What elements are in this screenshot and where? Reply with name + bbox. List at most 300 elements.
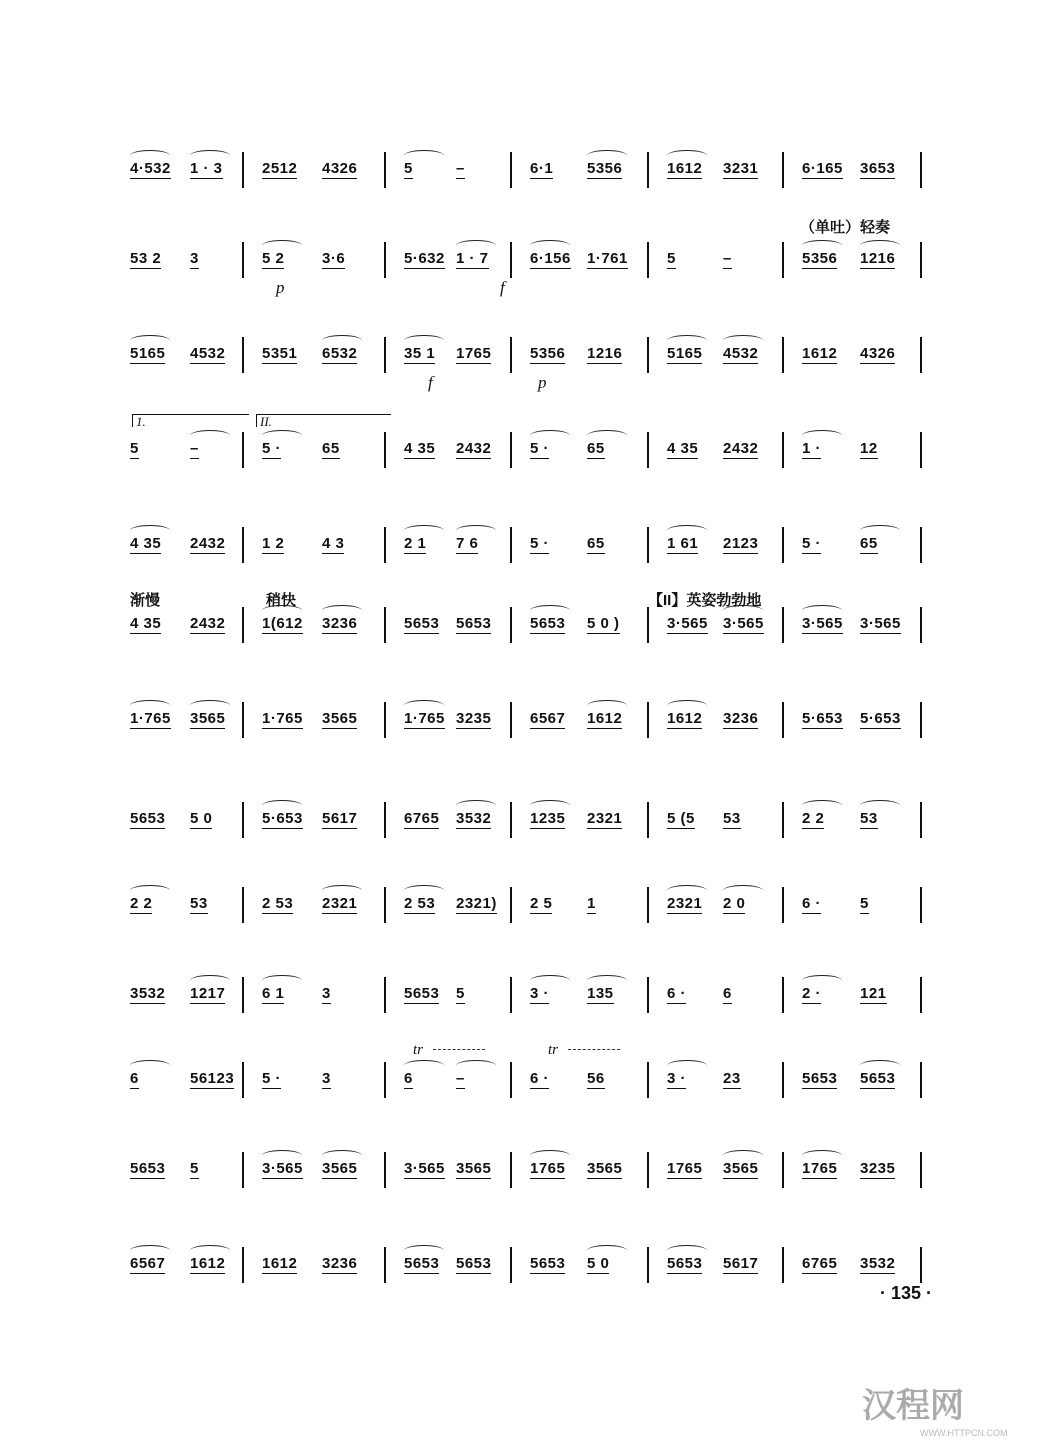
note-group: 5 xyxy=(130,440,139,457)
note-group: 3·565 xyxy=(802,615,843,632)
note-group: 3235 xyxy=(860,1160,896,1177)
note-group: 6532 xyxy=(322,345,358,362)
note-group: 5356 xyxy=(530,345,566,362)
note-group: 2 53 xyxy=(404,895,436,912)
bar-line xyxy=(782,527,784,563)
slur-mark xyxy=(190,700,230,711)
note-group: 4326 xyxy=(322,160,358,177)
bar-line xyxy=(242,1247,244,1283)
note-group: 5653 xyxy=(130,810,166,827)
note-group: 3565 xyxy=(456,1160,492,1177)
slur-mark xyxy=(667,335,707,346)
slur-mark xyxy=(456,240,496,251)
bar-line xyxy=(782,1247,784,1283)
staff-row xyxy=(128,1140,928,1240)
note-group: 5351 xyxy=(262,345,298,362)
note-group: 1612 xyxy=(802,345,838,362)
slur-mark xyxy=(530,975,570,986)
slur-mark xyxy=(404,1060,444,1071)
note-group: 1 xyxy=(587,895,596,912)
note-group: 5356 xyxy=(587,160,623,177)
slur-mark xyxy=(130,1060,170,1071)
staff-row xyxy=(128,325,928,425)
dynamic-mark: p xyxy=(538,373,547,392)
note-group: 3·565 xyxy=(667,615,708,632)
slur-mark xyxy=(667,700,707,711)
watermark-url: WWW.HTTPCN.COM xyxy=(920,1428,1008,1438)
bar-line xyxy=(647,152,649,188)
slur-mark xyxy=(667,1245,707,1256)
note-group: 2 53 xyxy=(262,895,294,912)
note-group: 4·532 xyxy=(130,160,171,177)
note-group: 4 35 xyxy=(667,440,699,457)
note-group: 5653 xyxy=(404,615,440,632)
bar-line xyxy=(242,432,244,468)
slur-mark xyxy=(802,605,842,616)
note-group: 5·653 xyxy=(860,710,901,727)
note-group: 1·761 xyxy=(587,250,628,267)
watermark-logo: 汉程网 xyxy=(862,1387,964,1425)
note-group: 5 (5 xyxy=(667,810,695,827)
bar-line xyxy=(384,887,386,923)
note-group: 1 2 xyxy=(262,535,285,552)
slur-mark xyxy=(262,430,302,441)
slur-mark xyxy=(667,525,707,536)
note-group: 5617 xyxy=(723,1255,759,1272)
note-group: 5 · xyxy=(262,1070,282,1087)
slur-mark xyxy=(130,150,170,161)
slur-mark xyxy=(322,885,362,896)
bar-line xyxy=(242,887,244,923)
note-group: 2321 xyxy=(667,895,703,912)
note-group: 3·565 xyxy=(860,615,901,632)
bar-line xyxy=(920,702,922,738)
staff-row xyxy=(128,1042,928,1150)
note-group: 3565 xyxy=(322,710,358,727)
bar-line xyxy=(647,702,649,738)
staff-row xyxy=(128,219,928,330)
slur-mark xyxy=(530,240,570,251)
note-group: 5653 xyxy=(404,1255,440,1272)
bar-line xyxy=(384,1247,386,1283)
note-group: 1235 xyxy=(530,810,566,827)
bar-line xyxy=(920,152,922,188)
staff-row xyxy=(128,1235,928,1335)
note-group: 2 2 xyxy=(130,895,153,912)
bar-line xyxy=(920,887,922,923)
trill-mark: tr xyxy=(413,1042,424,1058)
bar-line xyxy=(242,527,244,563)
bar-line xyxy=(920,337,922,373)
slur-mark xyxy=(723,885,763,896)
slur-mark xyxy=(322,605,362,616)
note-group: 2512 xyxy=(262,160,298,177)
bar-line xyxy=(384,527,386,563)
bar-line xyxy=(242,702,244,738)
note-group: 5·653 xyxy=(262,810,303,827)
slur-mark xyxy=(262,1150,302,1161)
note-group: 6 xyxy=(404,1070,413,1087)
note-group: – xyxy=(190,440,199,457)
note-group: 3653 xyxy=(860,160,896,177)
note-group: 5 xyxy=(667,250,676,267)
staff-row xyxy=(128,414,928,520)
note-group: 2321 xyxy=(322,895,358,912)
note-group: 6 · xyxy=(667,985,687,1002)
bar-line xyxy=(510,1247,512,1283)
note-group: 3 xyxy=(322,1070,331,1087)
note-group: – xyxy=(456,1070,465,1087)
note-group: 4 35 xyxy=(404,440,436,457)
slur-mark xyxy=(262,975,302,986)
note-group: 5165 xyxy=(130,345,166,362)
note-group: 5653 xyxy=(404,985,440,1002)
note-group: 2123 xyxy=(723,535,759,552)
bar-line xyxy=(510,702,512,738)
slur-mark xyxy=(190,975,230,986)
staff-row xyxy=(128,592,928,695)
slur-mark xyxy=(190,430,230,441)
slur-mark xyxy=(130,885,170,896)
note-group: 5 · xyxy=(530,440,550,457)
note-group: 3532 xyxy=(130,985,166,1002)
note-group: 5 xyxy=(404,160,413,177)
note-group: 53 xyxy=(190,895,208,912)
bar-line xyxy=(242,802,244,838)
note-group: 5 0 xyxy=(190,810,213,827)
note-group: 1216 xyxy=(587,345,623,362)
slur-mark xyxy=(530,1150,570,1161)
note-group: 3565 xyxy=(587,1160,623,1177)
note-group: 3 · xyxy=(667,1070,687,1087)
note-group: 6567 xyxy=(530,710,566,727)
bar-line xyxy=(647,242,649,278)
note-group: 1612 xyxy=(262,1255,298,1272)
bar-line xyxy=(510,977,512,1013)
note-group: 5617 xyxy=(322,810,358,827)
note-group: 5 0 ) xyxy=(587,615,620,632)
note-group: 3·565 xyxy=(723,615,764,632)
note-group: 1 · 3 xyxy=(190,160,223,177)
note-group: 7 6 xyxy=(456,535,479,552)
slur-mark xyxy=(322,335,362,346)
tempo-annotation: 渐慢 xyxy=(130,592,161,609)
note-group: 2 2 xyxy=(802,810,825,827)
note-group: 6 xyxy=(723,985,732,1002)
note-group: 4532 xyxy=(190,345,226,362)
note-group: 3236 xyxy=(322,1255,358,1272)
note-group: 2321 xyxy=(587,810,623,827)
note-group: 3231 xyxy=(723,160,759,177)
slur-mark xyxy=(190,150,230,161)
note-group: 5 · xyxy=(802,535,822,552)
note-group: 3565 xyxy=(190,710,226,727)
note-group: 65 xyxy=(322,440,340,457)
note-group: 6 · xyxy=(802,895,822,912)
note-group: 3565 xyxy=(723,1160,759,1177)
note-group: 56 xyxy=(587,1070,605,1087)
note-group: 1 · xyxy=(802,440,822,457)
slur-mark xyxy=(587,975,627,986)
bar-line xyxy=(647,1247,649,1283)
bar-line xyxy=(782,977,784,1013)
slur-mark xyxy=(530,430,570,441)
note-group: 1·765 xyxy=(262,710,303,727)
slur-mark xyxy=(723,335,763,346)
note-group: 1 61 xyxy=(667,535,699,552)
bar-line xyxy=(920,242,922,278)
slur-mark xyxy=(404,885,444,896)
bar-line xyxy=(647,527,649,563)
note-group: 3532 xyxy=(456,810,492,827)
note-group: 3·565 xyxy=(262,1160,303,1177)
bar-line xyxy=(782,1152,784,1188)
note-group: 5 · xyxy=(530,535,550,552)
slur-mark xyxy=(587,700,627,711)
note-group: 6 · xyxy=(530,1070,550,1087)
staff-row xyxy=(128,875,928,975)
slur-mark xyxy=(456,1060,496,1071)
note-group: 53 2 xyxy=(130,250,162,267)
note-group: 3 · xyxy=(530,985,550,1002)
slur-mark xyxy=(130,1245,170,1256)
slur-mark xyxy=(262,240,302,251)
note-group: 65 xyxy=(860,535,878,552)
bar-line xyxy=(510,152,512,188)
note-group: – xyxy=(456,160,465,177)
slur-mark xyxy=(404,150,444,161)
bar-line xyxy=(510,337,512,373)
note-group: 5653 xyxy=(860,1070,896,1087)
slur-mark xyxy=(667,885,707,896)
slur-mark xyxy=(130,700,170,711)
bar-line xyxy=(242,977,244,1013)
volta-bracket xyxy=(256,414,391,427)
note-group: – xyxy=(723,250,732,267)
bar-line xyxy=(384,337,386,373)
note-group: 2 5 xyxy=(530,895,553,912)
bar-line xyxy=(384,1062,386,1098)
trill-line xyxy=(568,1044,620,1050)
note-group: 1 · 7 xyxy=(456,250,489,267)
note-group: 4326 xyxy=(860,345,896,362)
bar-line xyxy=(782,152,784,188)
note-group: 3235 xyxy=(456,710,492,727)
note-group: 53 xyxy=(723,810,741,827)
slur-mark xyxy=(667,150,707,161)
bar-line xyxy=(782,432,784,468)
slur-mark xyxy=(723,1150,763,1161)
bar-line xyxy=(510,607,512,643)
note-group: 2 1 xyxy=(404,535,427,552)
slur-mark xyxy=(130,525,170,536)
bar-line xyxy=(920,802,922,838)
note-group: 3·6 xyxy=(322,250,346,267)
trill-mark: tr xyxy=(548,1042,559,1058)
note-group: 2432 xyxy=(190,615,226,632)
bar-line xyxy=(384,1152,386,1188)
note-group: 2432 xyxy=(723,440,759,457)
note-group: 5653 xyxy=(530,1255,566,1272)
technique-annotation: （单吐）轻奏 xyxy=(800,219,891,236)
note-group: 6·165 xyxy=(802,160,843,177)
slur-mark xyxy=(322,1150,362,1161)
bar-line xyxy=(510,802,512,838)
bar-line xyxy=(510,887,512,923)
bar-line xyxy=(384,977,386,1013)
note-group: 1765 xyxy=(667,1160,703,1177)
bar-line xyxy=(782,702,784,738)
bar-line xyxy=(647,977,649,1013)
note-group: 3532 xyxy=(860,1255,896,1272)
note-group: 12 xyxy=(860,440,878,457)
slur-mark xyxy=(530,800,570,811)
note-group: 35 1 xyxy=(404,345,436,362)
bar-line xyxy=(920,1062,922,1098)
note-group: 3 xyxy=(322,985,331,1002)
note-group: 2432 xyxy=(190,535,226,552)
bar-line xyxy=(647,1152,649,1188)
bar-line xyxy=(384,607,386,643)
dynamic-mark: f xyxy=(500,278,505,297)
bar-line xyxy=(782,337,784,373)
note-group: 1(612 xyxy=(262,615,303,632)
bar-line xyxy=(384,432,386,468)
note-group: 2432 xyxy=(456,440,492,457)
note-group: 5 xyxy=(860,895,869,912)
slur-mark xyxy=(130,335,170,346)
slur-mark xyxy=(530,605,570,616)
slur-mark xyxy=(404,1245,444,1256)
note-group: 3565 xyxy=(322,1160,358,1177)
bar-line xyxy=(242,242,244,278)
note-group: 5 xyxy=(190,1160,199,1177)
note-group: 121 xyxy=(860,985,887,1002)
note-group: 65 xyxy=(587,440,605,457)
bar-line xyxy=(920,977,922,1013)
bar-line xyxy=(782,242,784,278)
bar-line xyxy=(647,1062,649,1098)
note-group: 6 xyxy=(130,1070,139,1087)
note-group: 53 xyxy=(860,810,878,827)
bar-line xyxy=(782,607,784,643)
note-group: 6567 xyxy=(130,1255,166,1272)
note-group: 2 0 xyxy=(723,895,746,912)
bar-line xyxy=(647,802,649,838)
note-group: 5356 xyxy=(802,250,838,267)
bar-line xyxy=(647,607,649,643)
staff-row xyxy=(128,690,928,790)
volta-label: 1. xyxy=(136,414,146,429)
slur-mark xyxy=(860,525,900,536)
bar-line xyxy=(384,702,386,738)
slur-mark xyxy=(587,430,627,441)
slur-mark xyxy=(190,1245,230,1256)
note-group: 5 2 xyxy=(262,250,285,267)
slur-mark xyxy=(860,240,900,251)
note-group: 2 · xyxy=(802,985,822,1002)
note-group: 3236 xyxy=(723,710,759,727)
dynamic-mark: f xyxy=(428,373,433,392)
note-group: 1612 xyxy=(587,710,623,727)
note-group: 3·565 xyxy=(404,1160,445,1177)
bar-line xyxy=(920,1247,922,1283)
bar-line xyxy=(782,887,784,923)
bar-line xyxy=(384,802,386,838)
bar-line xyxy=(647,432,649,468)
note-group: 6765 xyxy=(802,1255,838,1272)
note-group: 2321) xyxy=(456,895,497,912)
bar-line xyxy=(920,1152,922,1188)
slur-mark xyxy=(456,525,496,536)
note-group: 3 xyxy=(190,250,199,267)
dynamic-mark: p xyxy=(276,278,285,297)
note-group: 1·765 xyxy=(130,710,171,727)
note-group: 5653 xyxy=(530,615,566,632)
slur-mark xyxy=(802,430,842,441)
slur-mark xyxy=(404,335,444,346)
note-group: 6 1 xyxy=(262,985,285,1002)
note-group: 5 xyxy=(456,985,465,1002)
note-group: 1612 xyxy=(667,710,703,727)
note-group: 1765 xyxy=(802,1160,838,1177)
bar-line xyxy=(920,607,922,643)
slur-mark xyxy=(860,1060,900,1071)
bar-line xyxy=(510,527,512,563)
bar-line xyxy=(242,607,244,643)
note-group: 5653 xyxy=(456,615,492,632)
slur-mark xyxy=(802,240,842,251)
tempo-annotation: 【II】英姿勃勃地 xyxy=(648,592,762,609)
note-group: 5653 xyxy=(667,1255,703,1272)
note-group: 5·653 xyxy=(802,710,843,727)
note-group: 5653 xyxy=(130,1160,166,1177)
slur-mark xyxy=(860,800,900,811)
slur-mark xyxy=(667,1060,707,1071)
page-number: · 135 · xyxy=(879,1283,932,1303)
note-group: 1216 xyxy=(860,250,896,267)
bar-line xyxy=(242,1152,244,1188)
note-group: 6765 xyxy=(404,810,440,827)
note-group: 1217 xyxy=(190,985,226,1002)
note-group: 1765 xyxy=(456,345,492,362)
trill-line xyxy=(433,1044,485,1050)
note-group: 3236 xyxy=(322,615,358,632)
bar-line xyxy=(510,242,512,278)
note-group: 5653 xyxy=(456,1255,492,1272)
note-group: 5·632 xyxy=(404,250,445,267)
volta-bracket xyxy=(132,414,249,427)
note-group: 5 · xyxy=(262,440,282,457)
bar-line xyxy=(242,337,244,373)
bar-line xyxy=(647,337,649,373)
bar-line xyxy=(782,1062,784,1098)
slur-mark xyxy=(802,975,842,986)
note-group: 4 3 xyxy=(322,535,345,552)
note-group: 1612 xyxy=(190,1255,226,1272)
note-group: 4 35 xyxy=(130,615,162,632)
slur-mark xyxy=(404,525,444,536)
note-group: 6·156 xyxy=(530,250,571,267)
slur-mark xyxy=(802,1150,842,1161)
bar-line xyxy=(384,152,386,188)
note-group: 4 35 xyxy=(130,535,162,552)
note-group: 65 xyxy=(587,535,605,552)
note-group: 5165 xyxy=(667,345,703,362)
slur-mark xyxy=(456,800,496,811)
bar-line xyxy=(920,432,922,468)
note-group: 5653 xyxy=(802,1070,838,1087)
